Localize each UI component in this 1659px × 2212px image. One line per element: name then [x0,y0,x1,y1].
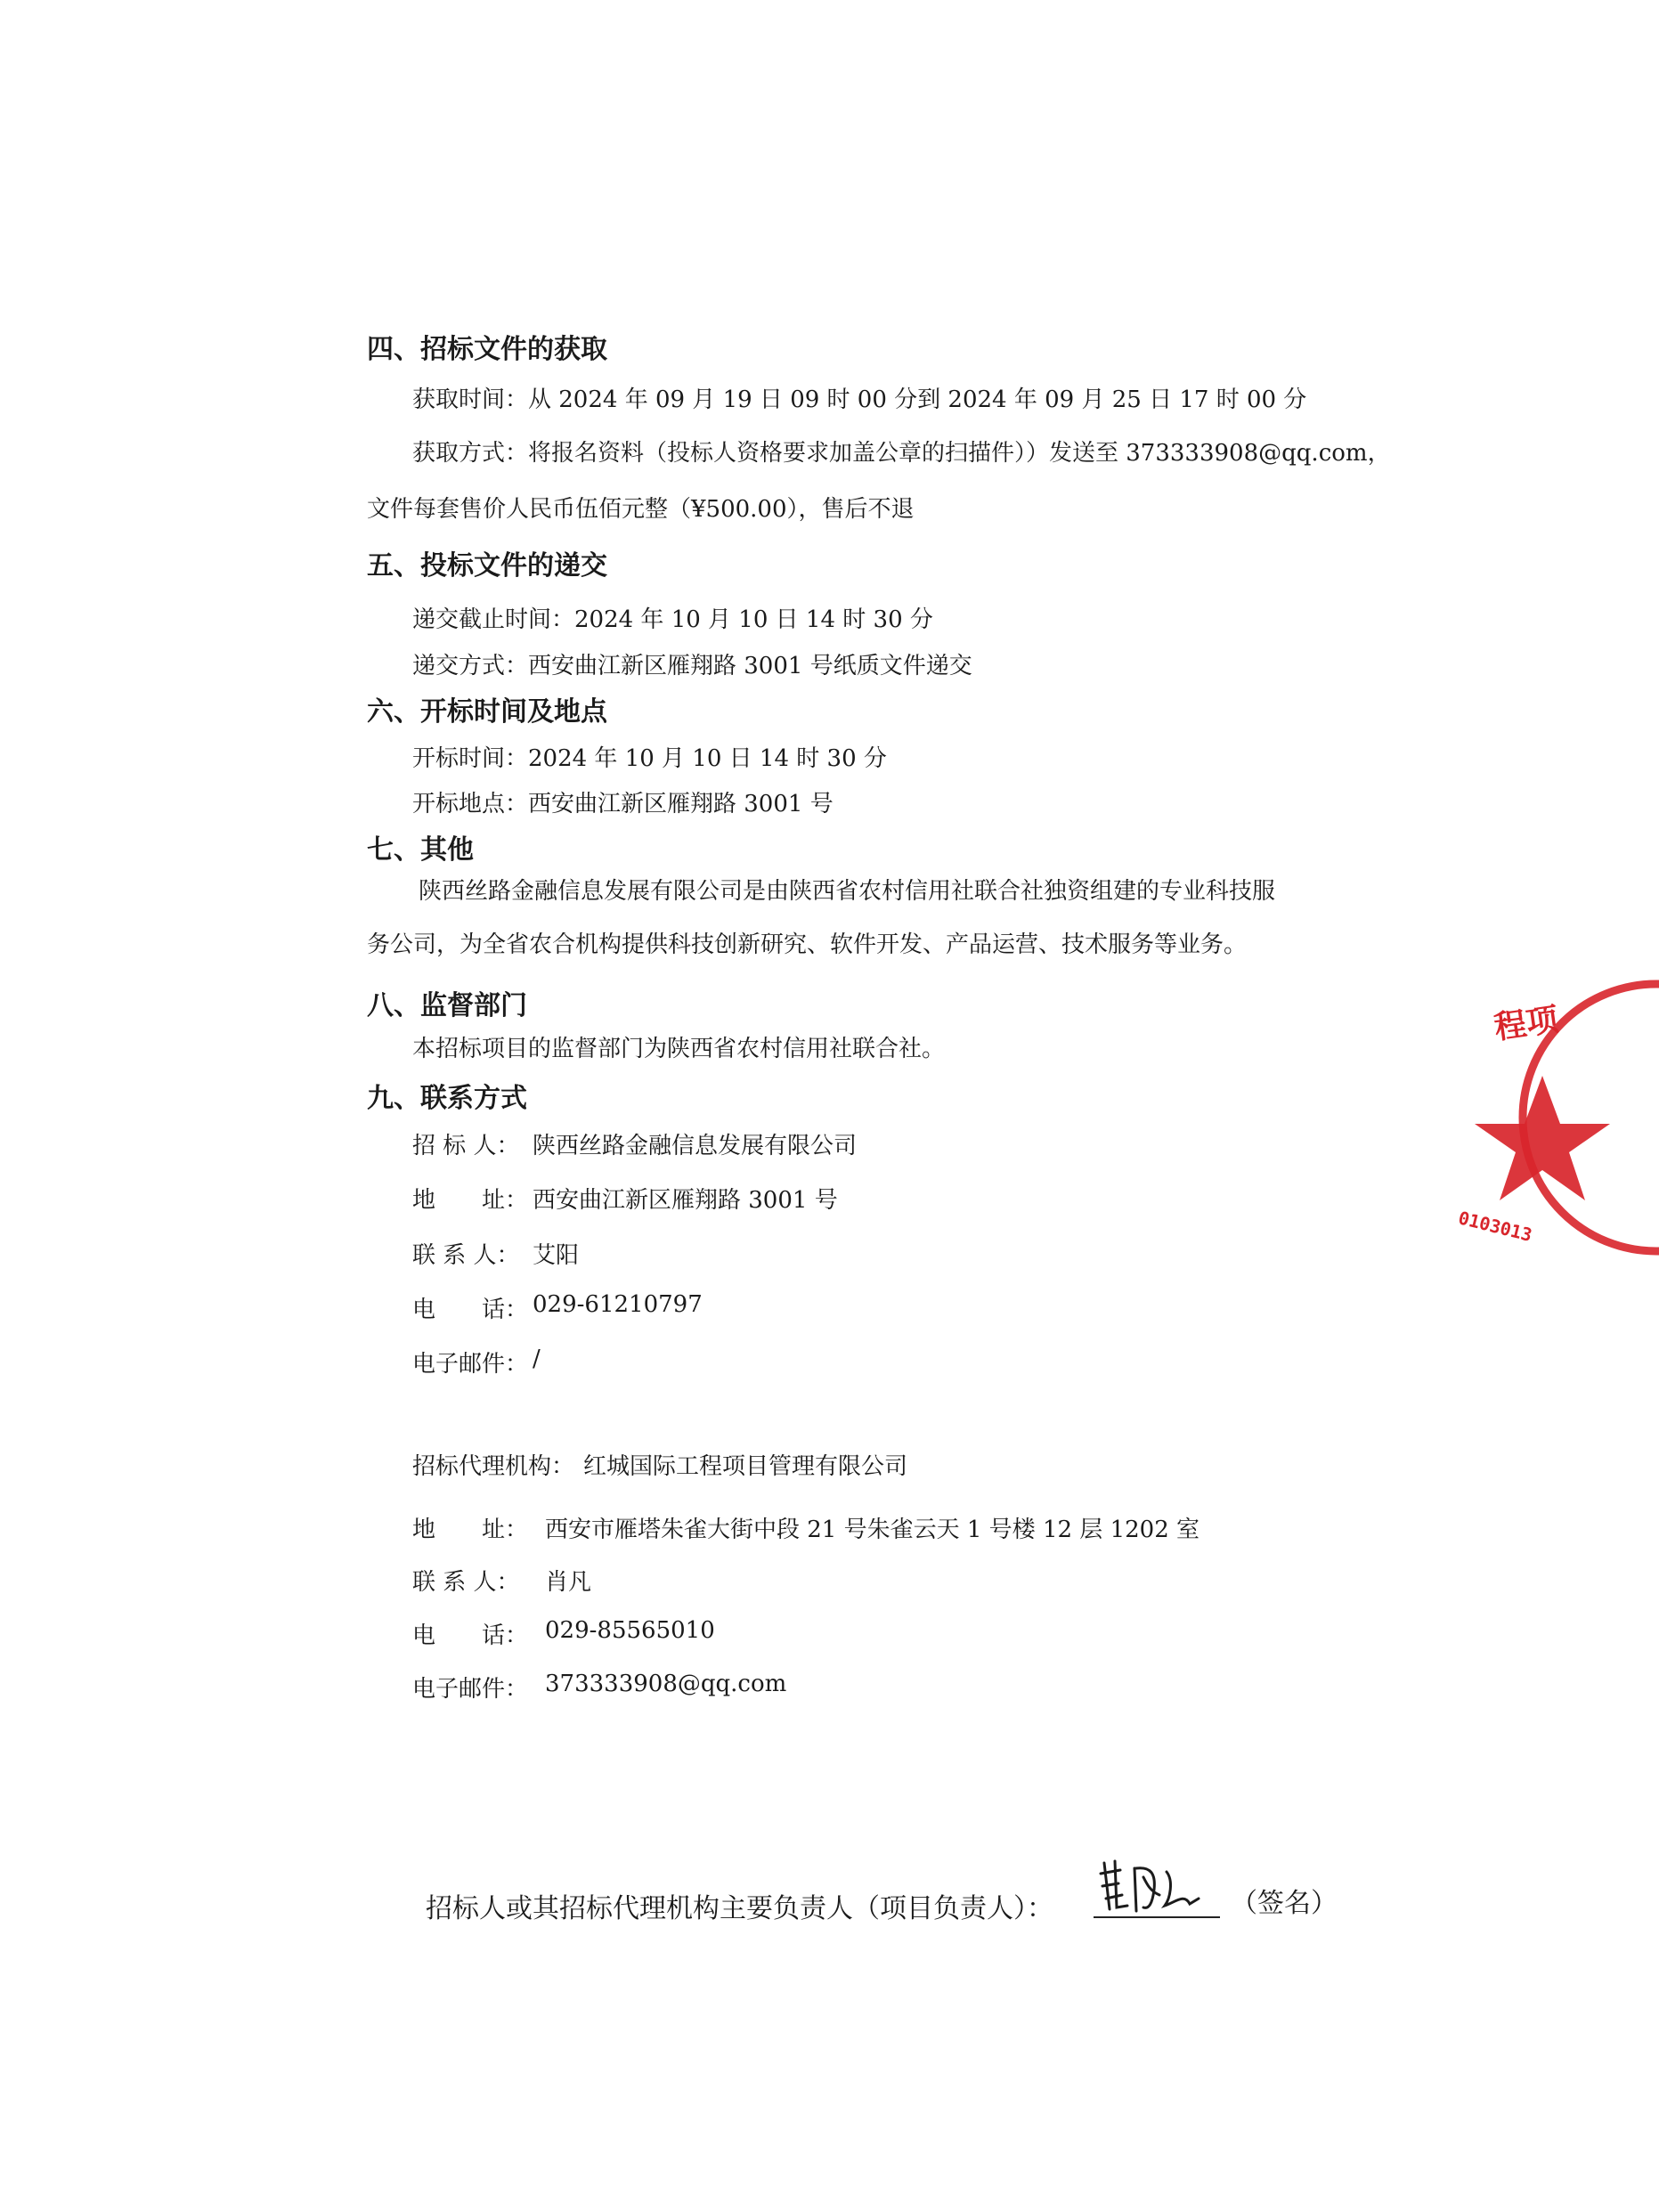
section-heading-6: 六、开标时间及地点 [367,696,607,728]
tenderer-phone-label: 电 话： [412,1297,529,1323]
tenderer-address-label: 地 址： [412,1187,529,1214]
section-heading-9: 九、联系方式 [367,1083,527,1114]
agency-contact-label: 联 系 人： [412,1569,520,1596]
submission-method: 递交方式：西安曲江新区雁翔路 3001 号纸质文件递交 [412,653,972,679]
agency-name-label: 招标代理机构： [412,1453,575,1480]
agency-address-label: 地 址： [412,1517,529,1543]
agency-phone-label: 电 话： [412,1622,529,1649]
section-heading-7: 七、其他 [367,834,474,866]
signature-suffix: （签名） [1231,1888,1338,1919]
tenderer-phone: 029-61210797 [533,1291,703,1318]
submission-deadline: 递交截止时间：2024 年 10 月 10 日 14 时 30 分 [412,606,933,633]
tenderer-contact-label: 联 系 人： [412,1242,520,1269]
document-price: 文件每套售价人民币伍佰元整（¥500.00），售后不退 [367,496,915,523]
supervision-text: 本招标项目的监督部门为陕西省农村信用社联合社。 [412,1036,946,1062]
acquisition-time: 获取时间：从 2024 年 09 月 19 日 09 时 00 分到 2024 年 09 月 25 日 17 时 00 分 [412,386,1307,413]
company-seal-stamp [1434,971,1659,1265]
tenderer-name: 陕西丝路金融信息发展有限公司 [533,1133,858,1159]
opening-location: 开标地点：西安曲江新区雁翔路 3001 号 [412,791,834,817]
signature-label: 招标人或其招标代理机构主要负责人（项目负责人）： [426,1893,1053,1924]
other-paragraph-line-2: 务公司，为全省农合机构提供科技创新研究、软件开发、产品运营、技术服务等业务。 [367,931,1248,958]
tenderer-email: / [533,1346,541,1372]
section-heading-5: 五、投标文件的递交 [367,550,607,581]
svg-text:0103013: 0103013 [1456,1207,1534,1246]
tenderer-contact: 艾阳 [533,1242,580,1269]
handwritten-signature [1097,1854,1204,1918]
section-heading-8: 八、监督部门 [367,990,527,1021]
agency-contact: 肖凡 [545,1569,592,1596]
acquisition-method: 获取方式：将报名资料（投标人资格要求加盖公章的扫描件））发送至 373333908@qq.com， [412,440,1391,467]
tenderer-address: 西安曲江新区雁翔路 3001 号 [533,1187,838,1214]
tenderer-email-label: 电子邮件： [412,1351,529,1378]
agency-email-label: 电子邮件： [412,1676,529,1703]
agency-phone: 029-85565010 [545,1617,715,1644]
agency-email: 373333908@qq.com [545,1671,787,1697]
tenderer-name-label: 招 标 人： [412,1133,520,1159]
agency-address: 西安市雁塔朱雀大街中段 21 号朱雀云天 1 号楼 12 层 1202 室 [545,1517,1200,1543]
svg-text:程项: 程项 [1492,1001,1561,1047]
opening-time: 开标时间：2024 年 10 月 10 日 14 时 30 分 [412,745,887,772]
agency-name: 红城国际工程项目管理有限公司 [583,1453,908,1480]
other-paragraph-line-1: 陕西丝路金融信息发展有限公司是由陕西省农村信用社联合社独资组建的专业科技服 [419,878,1276,905]
section-heading-4: 四、招标文件的获取 [367,334,607,365]
